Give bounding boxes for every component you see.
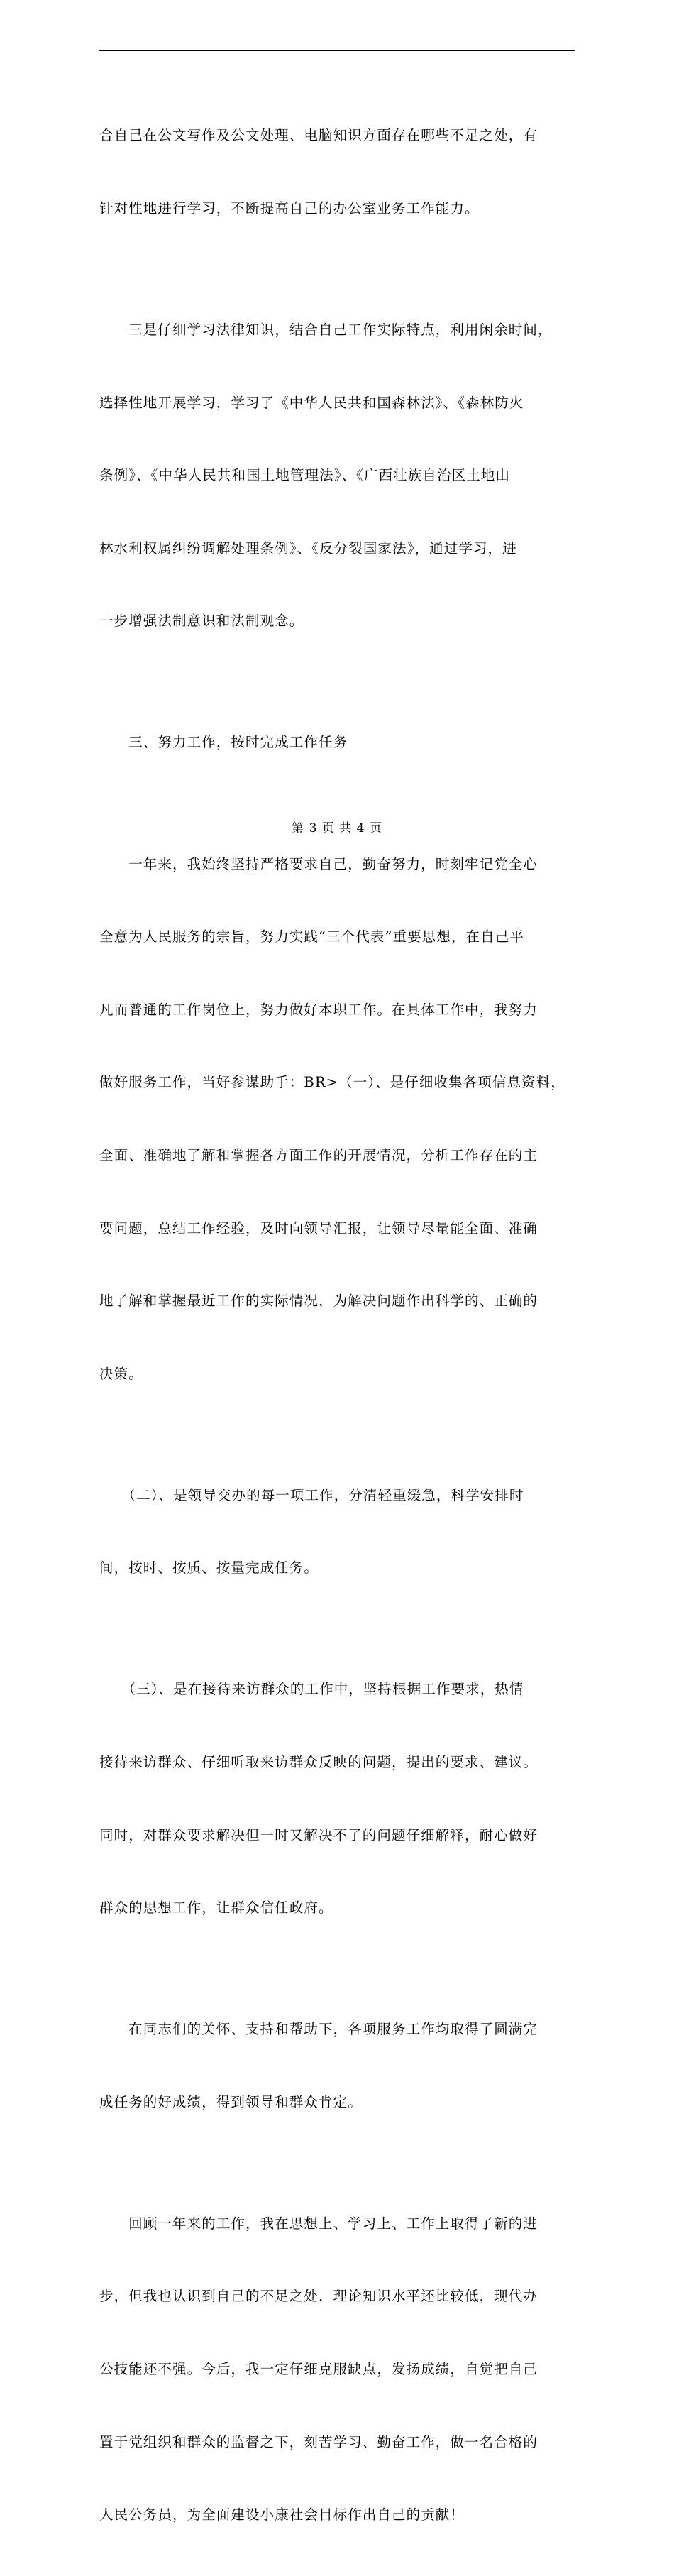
paragraph-3 bbox=[99, 804, 576, 1435]
text-line: 间，按时、按质、按量完成任务。 bbox=[99, 1560, 319, 1577]
text-line: 置于党组织和群众的监督之下，刻苦学习、勤奋工作，做一名合格的 bbox=[99, 2433, 538, 2450]
text-line: 在同志们的关怀、支持和帮助下，各项服务工作均取得了圆满完 bbox=[99, 2021, 538, 2038]
text-line: 林水利权属纠纷调解处理条例》、《反分裂国家法》，通过学习，进 bbox=[99, 539, 517, 557]
text-line: （二）、是领导交办的每一项工作，分清轻重缓急，科学安排时 bbox=[99, 1486, 524, 1503]
text-line: 一年来，我始终坚持严格要求自己，勤奋努力，时刻牢记党全心 bbox=[99, 855, 538, 872]
text-line: 成任务的好成绩，得到领导和群众肯定。 bbox=[99, 2093, 363, 2110]
text-line: 群众的思想工作，让群众信任政府。 bbox=[99, 1900, 333, 1917]
text-line: 回顾一年来的工作，我在思想上、学习上、工作上取得了新的进 bbox=[99, 2215, 538, 2232]
text-line: 合自己在公文写作及公文处理、电脑知识方面存在哪些不足之处，有 bbox=[99, 127, 538, 144]
text-line: 一步增强法制意识和法制观念。 bbox=[99, 613, 304, 630]
paragraph-5 bbox=[99, 1629, 576, 1969]
section-heading bbox=[99, 682, 576, 804]
text-line: 凡而普通的工作岗位上，努力做好本职工作。在具体工作中，我努力 bbox=[99, 1001, 538, 1018]
text-line: 条例》、《中华人民共和国土地管理法》、《广西壮族自治区土地山 bbox=[99, 467, 511, 484]
text-line: 选择性地开展学习，学习了《中华人民共和国森林法》、《森林防火 bbox=[99, 394, 524, 411]
text-line: 接待来访群众、仔细听取来访群众反映的问题，提出的要求、建议。 bbox=[99, 1754, 538, 1771]
paragraph-1 bbox=[99, 75, 576, 270]
paragraph-6 bbox=[99, 1969, 576, 2164]
text-line: 全意为人民服务的宗旨，努力实践“三个代表”重要思想，在自己平 bbox=[99, 928, 524, 946]
text-line: 针对性地进行学习，不断提高自己的办公室业务工作能力。 bbox=[99, 200, 480, 217]
text-line: （三）、是在接待来访群众的工作中，坚持根据工作要求，热情 bbox=[99, 1681, 524, 1698]
text-line: 人民公务员，为全面建设小康社会目标作出自己的贡献！ bbox=[99, 2506, 465, 2523]
text-line: 同时，对群众要求解决但一时又解决不了的问题仔细解释，耐心做好 bbox=[99, 1826, 538, 1843]
text-line: 公技能还不强。今后，我一定仔细克服缺点，发扬成绩，自觉把自己 bbox=[99, 2361, 538, 2378]
paragraph-2 bbox=[99, 270, 576, 682]
document-body bbox=[99, 75, 576, 2576]
text-line: 地了解和掌握最近工作的实际情况，为解决问题作出科学的、正确的 bbox=[99, 1293, 538, 1310]
page-footer: 第 3 页 共 4 页 bbox=[292, 821, 382, 835]
text-line: 三、努力工作，按时完成工作任务 bbox=[99, 734, 348, 751]
text-line: 步，但我也认识到自己的不足之处，理论知识水平还比较低，现代办 bbox=[99, 2288, 538, 2305]
paragraph-4 bbox=[99, 1435, 576, 1629]
text-line: 决策。 bbox=[99, 1365, 143, 1382]
text-line: 做好服务工作，当好参谋助手：BR>（一）、是仔细收集各项信息资料， bbox=[99, 1074, 565, 1091]
text-line: 三是仔细学习法律知识，结合自己工作实际特点，利用闲余时间， bbox=[99, 322, 553, 339]
text-line: 全面、准确地了解和掌握各方面工作的开展情况，分析工作存在的主 bbox=[99, 1146, 538, 1163]
text-line: 要问题，总结工作经验，及时向领导汇报，让领导尽量能全面、准确 bbox=[99, 1220, 538, 1237]
header-rule bbox=[99, 50, 575, 51]
paragraph-7 bbox=[99, 2163, 576, 2575]
